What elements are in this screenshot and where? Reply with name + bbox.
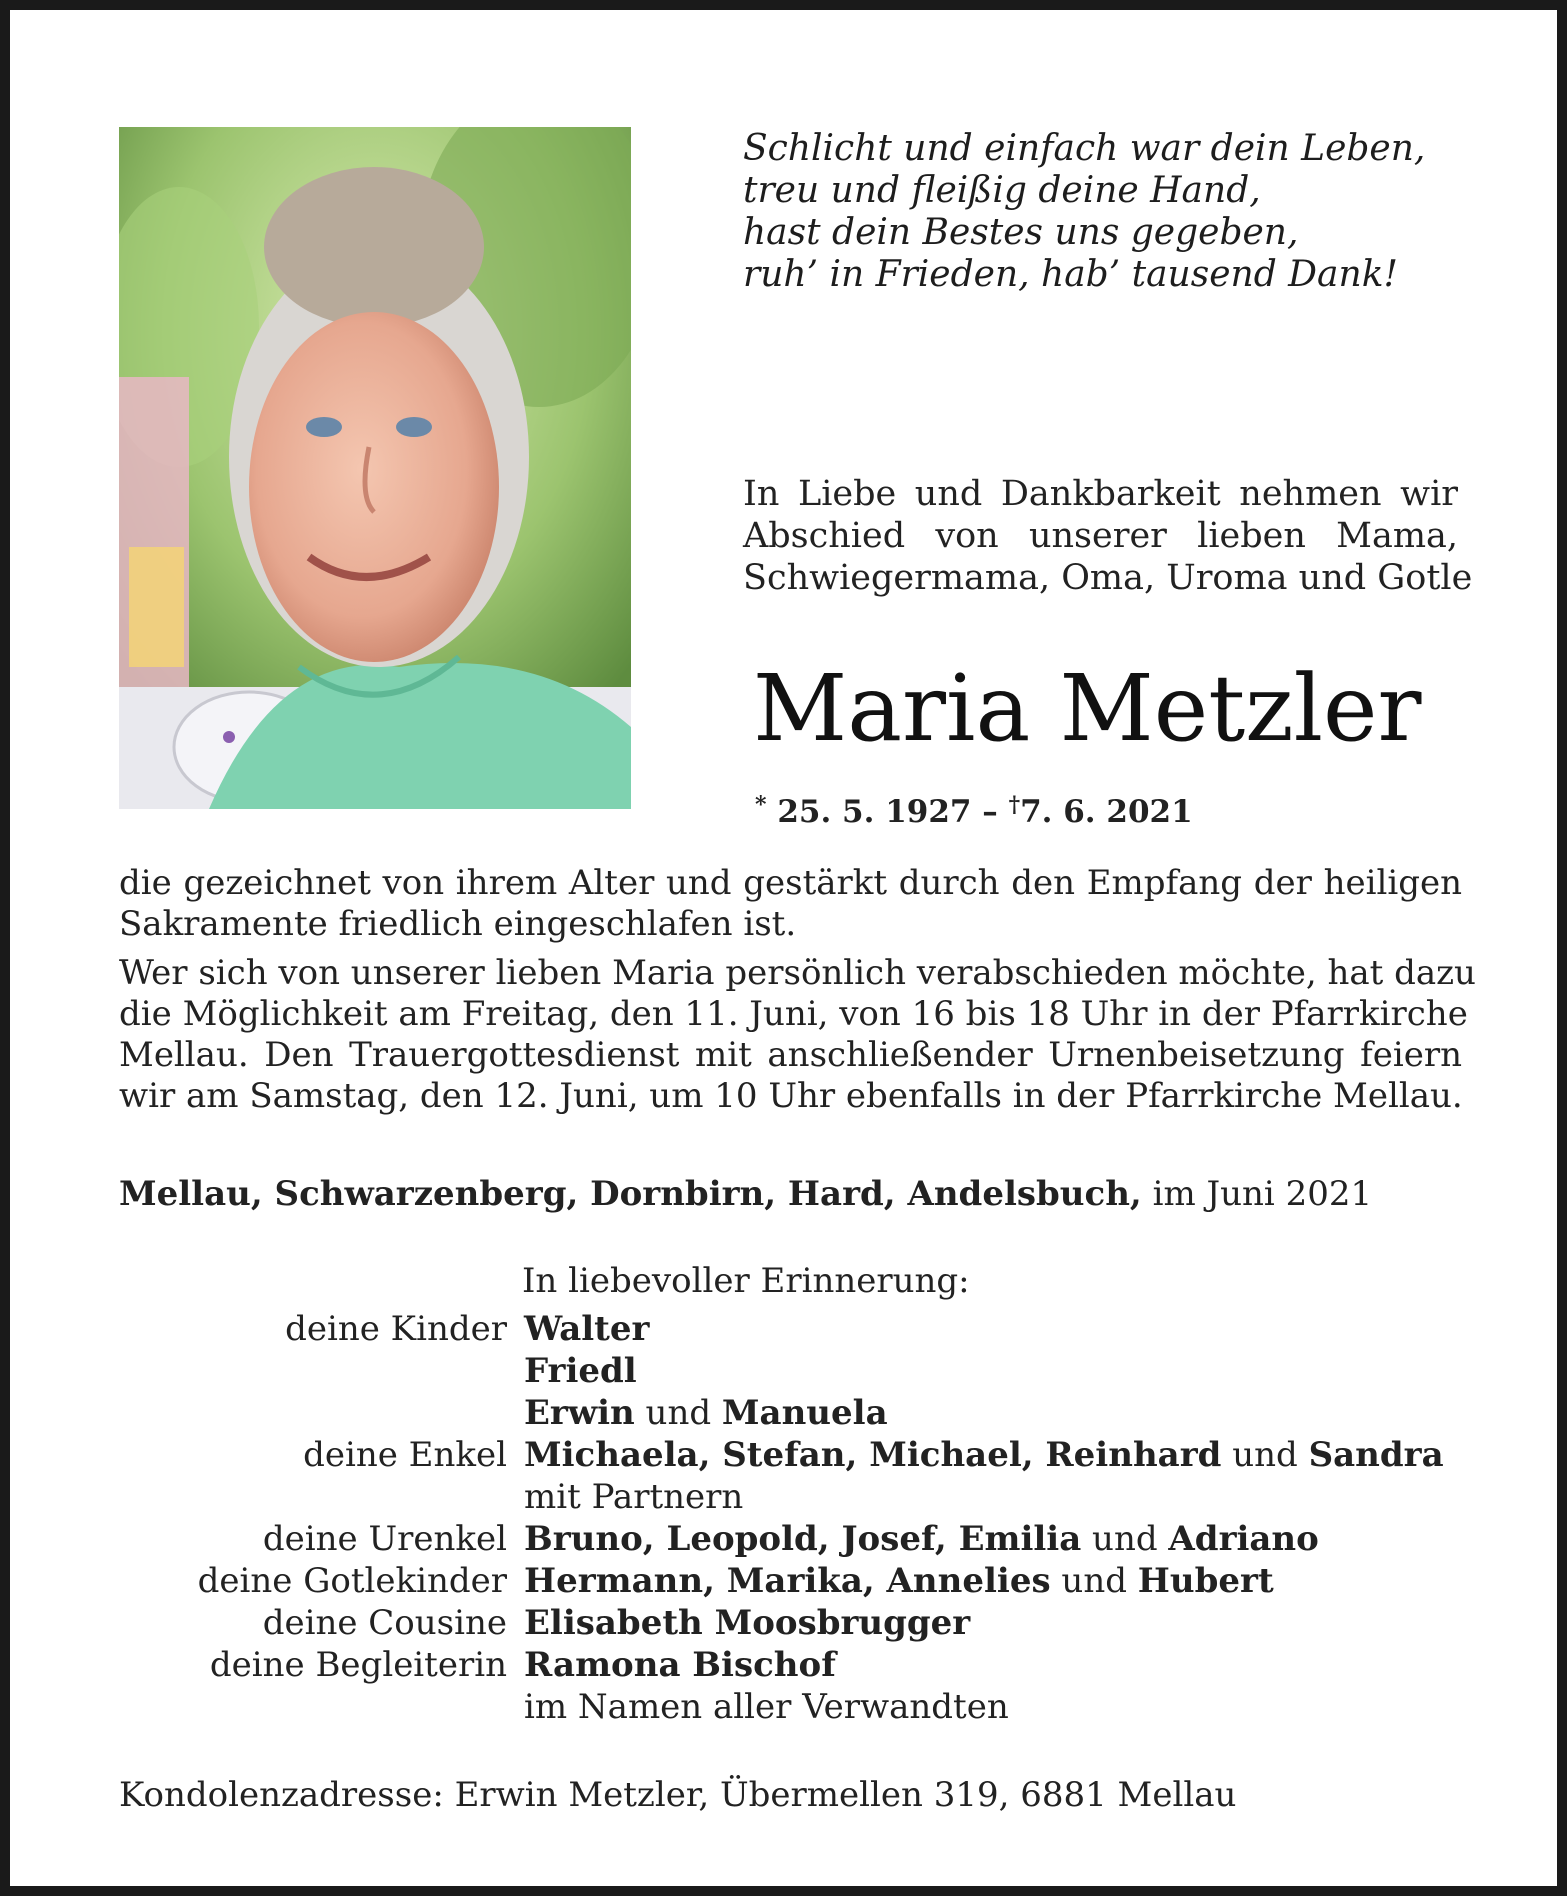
body-line: Wer sich von unserer lieben Maria persönlich verabschieden möchte, hat dazu — [119, 953, 1476, 993]
relation-label: deine Gotlekinder — [197, 1561, 507, 1601]
relation-label: deine Urenkel — [262, 1519, 507, 1559]
places-list: Mellau, Schwarzenberg, Dornbirn, Hard, Andelsbuch, — [119, 1174, 1142, 1214]
poem-line: Schlicht und einfach war dein Leben, — [743, 128, 1426, 169]
birth-symbol: * — [755, 792, 767, 818]
intro-text — [743, 473, 1473, 599]
body-line: die Möglichkeit am Freitag, den 11. Juni, von 16 bis 18 Uhr in der Pfarrkirche — [119, 994, 1468, 1034]
family-names: Ramona Bischof — [524, 1645, 836, 1685]
family-row — [119, 1686, 1462, 1728]
family-row — [119, 1602, 1462, 1644]
and-word: und — [1081, 1519, 1169, 1559]
body-line: die gezeichnet von ihrem Alter und gestärkt durch den Empfang der heiligen — [119, 863, 1462, 903]
remembrance-heading: In liebevoller Erinnerung: — [522, 1261, 970, 1301]
obituary-body — [119, 863, 1476, 1117]
body-line: wir am Samstag, den 12. Juni, um 10 Uhr ebenfalls in der Pfarrkirche Mellau. — [119, 1076, 1463, 1116]
deceased-name: Maria Metzler — [753, 655, 1422, 762]
intro-line: In Liebe und Dankbarkeit nehmen wir — [743, 474, 1458, 514]
relation-label: deine Kinder — [285, 1309, 507, 1349]
birth-date: 25. 5. 1927 – — [777, 794, 998, 830]
family-names: Michaela, Stefan, Michael, Reinhard — [524, 1435, 1222, 1475]
condolence-address: Kondolenzadresse: Erwin Metzler, Übermellen 319, 6881 Mellau — [119, 1775, 1237, 1815]
places-date-line — [119, 1173, 1462, 1215]
life-dates — [755, 785, 1355, 832]
poem-line: hast dein Bestes uns gegeben, — [743, 212, 1299, 253]
family-names: Bruno, Leopold, Josef, Emilia — [524, 1519, 1082, 1559]
family-row — [119, 1560, 1462, 1602]
family-row — [119, 1392, 1462, 1434]
family-row — [119, 1434, 1462, 1476]
portrait-illustration — [119, 127, 631, 809]
and-word: und — [634, 1393, 722, 1433]
family-row — [119, 1308, 1462, 1350]
family-names: Hubert — [1137, 1561, 1274, 1601]
portrait-photo — [119, 127, 631, 809]
family-list — [119, 1308, 1462, 1728]
family-row — [119, 1644, 1462, 1686]
family-note: im Namen aller Verwandten — [524, 1687, 1009, 1727]
family-names: Erwin — [524, 1393, 635, 1433]
death-date: 7. 6. 2021 — [1020, 794, 1193, 830]
and-word: und — [1050, 1561, 1138, 1601]
intro-line: Abschied von unserer lieben Mama, — [743, 516, 1458, 556]
body-line: Mellau. Den Trauergottesdienst mit anschließender Urnenbeisetzung feiern — [119, 1035, 1462, 1075]
poem-line: ruh’ in Frieden, hab’ tausend Dank! — [743, 254, 1398, 295]
death-symbol: † — [1008, 792, 1021, 818]
relation-label: deine Cousine — [262, 1603, 507, 1643]
family-names: Manuela — [721, 1393, 888, 1433]
poem — [743, 128, 1463, 296]
notice-date: im Juni 2021 — [1141, 1174, 1373, 1214]
relation-label: deine Begleiterin — [209, 1645, 507, 1685]
family-names: Elisabeth Moosbrugger — [524, 1603, 971, 1643]
poem-line: treu und fleißig deine Hand, — [743, 170, 1261, 211]
family-row — [119, 1518, 1462, 1560]
family-names: Adriano — [1168, 1519, 1319, 1559]
family-names: Sandra — [1308, 1435, 1444, 1475]
family-names: Friedl — [524, 1351, 637, 1391]
family-row — [119, 1476, 1462, 1518]
family-names: Hermann, Marika, Annelies — [524, 1561, 1051, 1601]
family-note: mit Partnern — [524, 1477, 744, 1517]
intro-line: Schwiegermama, Oma, Uroma und Gotle — [743, 558, 1473, 598]
and-word: und — [1221, 1435, 1309, 1475]
body-line: Sakramente friedlich eingeschlafen ist. — [119, 904, 797, 944]
family-names: Walter — [524, 1309, 650, 1349]
family-row — [119, 1350, 1462, 1392]
relation-label: deine Enkel — [303, 1435, 507, 1475]
